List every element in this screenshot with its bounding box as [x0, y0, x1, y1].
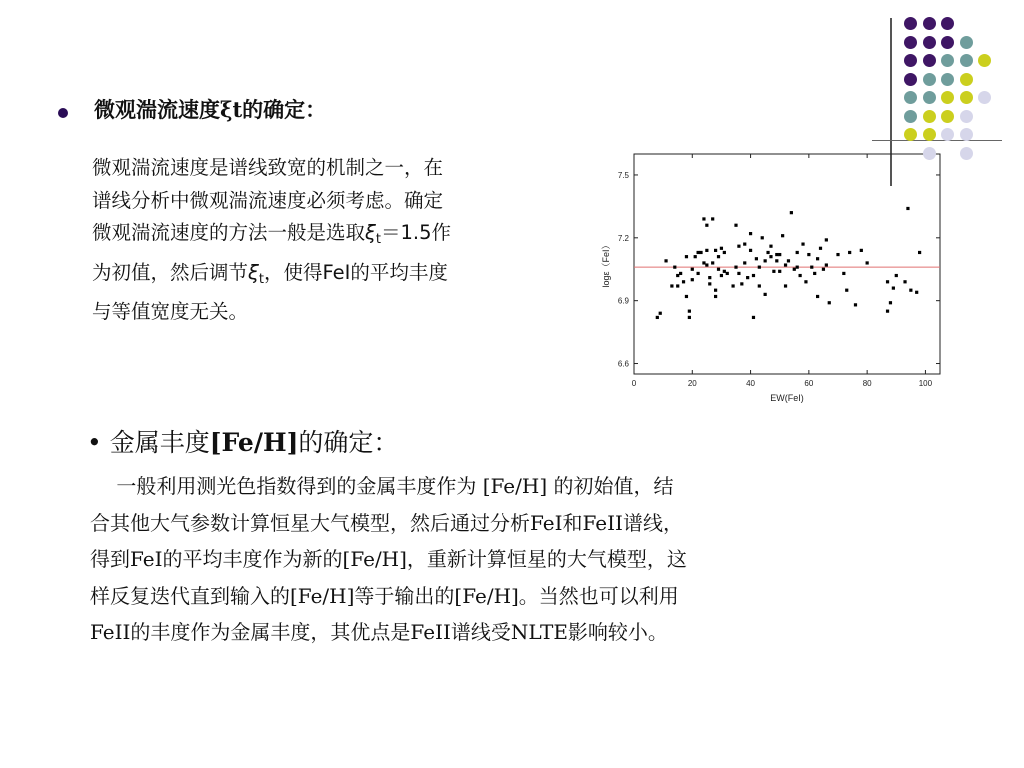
- data-point: [714, 295, 717, 298]
- decor-dot: [904, 91, 917, 104]
- data-point: [670, 284, 673, 287]
- data-point: [717, 255, 720, 258]
- xi-subscript: t: [375, 232, 381, 247]
- data-point: [749, 249, 752, 252]
- data-point: [752, 316, 755, 319]
- data-point: [743, 242, 746, 245]
- decor-dot: [904, 36, 917, 49]
- line3-post: ＝1.5作: [381, 221, 452, 244]
- data-point: [749, 232, 752, 235]
- data-point: [845, 289, 848, 292]
- data-point: [714, 289, 717, 292]
- data-point: [708, 282, 711, 285]
- xi-symbol: ξ: [248, 260, 259, 284]
- y-axis-label: logε（FeI）: [601, 240, 611, 288]
- data-point: [720, 274, 723, 277]
- data-point: [906, 207, 909, 210]
- data-point: [903, 280, 906, 283]
- decor-dot: [904, 54, 917, 67]
- data-point: [793, 268, 796, 271]
- decor-dot: [904, 110, 917, 123]
- decor-dot: [960, 147, 973, 160]
- data-point: [723, 270, 726, 273]
- data-point: [790, 211, 793, 214]
- section1-line: 与等值宽度无关。: [92, 300, 249, 323]
- data-point: [699, 251, 702, 254]
- decor-dot: [978, 91, 991, 104]
- data-point: [758, 266, 761, 269]
- data-point: [734, 266, 737, 269]
- data-point: [734, 224, 737, 227]
- x-tick-label: 80: [862, 379, 872, 388]
- data-point: [796, 266, 799, 269]
- section2-heading-a: 金属丰度: [109, 428, 210, 457]
- data-point: [717, 268, 720, 271]
- data-point: [711, 261, 714, 264]
- decor-dot: [923, 54, 936, 67]
- decor-dot: [941, 17, 954, 30]
- data-point: [720, 247, 723, 250]
- decor-dot: [941, 73, 954, 86]
- section1-line: 谱线分析中微观湍流速度必须考虑。确定: [92, 188, 444, 212]
- section2-line: 样反复迭代直到输入的[Fe/H]等于输出的[Fe/H]。当然也可以利用: [90, 583, 679, 608]
- xi-symbol: ξ: [365, 221, 376, 244]
- decor-dot: [923, 128, 936, 141]
- data-point: [813, 272, 816, 275]
- data-point: [889, 301, 892, 304]
- data-point: [697, 251, 700, 254]
- section1-heading-pre: 微观湍流速度: [94, 97, 220, 122]
- decor-dot: [941, 54, 954, 67]
- decor-dot: [923, 110, 936, 123]
- section2-heading-b: [Fe/H]: [209, 428, 299, 457]
- decor-dot: [904, 17, 917, 30]
- data-point: [691, 268, 694, 271]
- data-point: [711, 217, 714, 220]
- data-point: [705, 224, 708, 227]
- data-point: [656, 316, 659, 319]
- decor-dot: [923, 36, 936, 49]
- data-point: [804, 280, 807, 283]
- decor-dot: [904, 73, 917, 86]
- data-point: [766, 251, 769, 254]
- data-point: [758, 284, 761, 287]
- data-point: [810, 266, 813, 269]
- section1-heading-post: 的确定：: [242, 97, 327, 122]
- data-point: [740, 282, 743, 285]
- section1-line: [92, 217, 584, 257]
- data-point: [685, 295, 688, 298]
- data-point: [836, 253, 839, 256]
- data-point: [895, 274, 898, 277]
- data-point: [866, 261, 869, 264]
- abundance-scatter-chart: [596, 148, 946, 408]
- section2-bullet: •: [87, 428, 102, 457]
- decor-dot: [941, 36, 954, 49]
- x-tick-label: 0: [631, 379, 637, 388]
- data-point: [764, 259, 767, 262]
- decor-dot: [941, 91, 954, 104]
- data-point: [664, 259, 667, 262]
- data-point: [752, 274, 755, 277]
- data-point: [697, 272, 700, 275]
- data-point: [784, 284, 787, 287]
- data-point: [764, 293, 767, 296]
- decor-dot: [960, 91, 973, 104]
- data-point: [755, 257, 758, 260]
- decor-dot: [941, 128, 954, 141]
- data-point: [691, 278, 694, 281]
- data-point: [784, 263, 787, 266]
- data-point: [731, 284, 734, 287]
- data-point: [816, 257, 819, 260]
- data-point: [676, 284, 679, 287]
- data-point: [781, 234, 784, 237]
- data-point: [801, 242, 804, 245]
- data-point: [737, 272, 740, 275]
- data-point: [746, 276, 749, 279]
- section2-heading-c: 的确定：: [298, 428, 399, 457]
- decor-dot: [923, 147, 936, 160]
- decor-dot: [941, 110, 954, 123]
- data-point: [723, 251, 726, 254]
- data-point: [714, 249, 717, 252]
- data-point: [761, 236, 764, 239]
- decor-dot: [923, 73, 936, 86]
- data-point: [796, 251, 799, 254]
- decor-dot: [923, 91, 936, 104]
- data-point: [915, 291, 918, 294]
- data-point: [685, 255, 688, 258]
- data-point: [688, 310, 691, 313]
- bullet-marker: [58, 108, 68, 118]
- section1-line: 微观湍流速度是谱线致宽的机制之一，在: [92, 156, 444, 179]
- line4-pre: 为初值，然后调节: [92, 260, 249, 284]
- xi-subscript: t: [258, 271, 264, 287]
- data-point: [886, 310, 889, 313]
- decor-dot: [923, 17, 936, 30]
- data-point: [828, 301, 831, 304]
- x-tick-label: 60: [804, 379, 814, 388]
- x-tick-label: 40: [746, 379, 756, 388]
- data-point: [848, 251, 851, 254]
- x-tick-label: 20: [687, 379, 697, 388]
- data-point: [892, 286, 895, 289]
- data-point: [705, 249, 708, 252]
- data-point: [854, 303, 857, 306]
- decor-dot: [960, 128, 973, 141]
- data-point: [909, 289, 912, 292]
- x-axis-label: EW(FeI): [770, 393, 804, 403]
- section1-heading: [94, 94, 326, 124]
- decor-dot: [960, 110, 973, 123]
- y-tick-label: 7.2: [617, 233, 629, 243]
- y-tick-label: 6.9: [617, 296, 629, 306]
- data-point: [825, 238, 828, 241]
- decor-dot: [960, 73, 973, 86]
- line4-post: ，使得FeI的平均丰度: [264, 260, 448, 284]
- data-point: [799, 274, 802, 277]
- data-point: [682, 280, 685, 283]
- data-point: [769, 255, 772, 258]
- section2-line: 合其他大气参数计算恒星大气模型，然后通过分析FeI和FeII谱线，: [90, 510, 683, 535]
- decor-dot: [960, 54, 973, 67]
- data-point: [673, 266, 676, 269]
- data-point: [769, 245, 772, 248]
- data-point: [778, 253, 781, 256]
- decor-dot: [960, 36, 973, 49]
- decor-dot: [904, 128, 917, 141]
- x-tick-label: 100: [918, 379, 933, 388]
- data-point: [860, 249, 863, 252]
- section2-line: FeII的丰度作为金属丰度，其优点是FeII谱线受NLTE影响较小。: [90, 620, 668, 644]
- data-point: [886, 280, 889, 283]
- data-point: [702, 261, 705, 264]
- data-point: [676, 274, 679, 277]
- data-point: [743, 261, 746, 264]
- data-point: [726, 272, 729, 275]
- y-tick-label: 7.5: [617, 170, 629, 180]
- section2-heading: [87, 423, 398, 459]
- data-point: [842, 272, 845, 275]
- decor-dot: [978, 54, 991, 67]
- data-point: [705, 263, 708, 266]
- data-point: [679, 272, 682, 275]
- section1-paragraph: [92, 152, 584, 329]
- section2-line: 得到FeI的平均丰度作为新的[Fe/H]，重新计算恒星的大气模型，这: [90, 547, 687, 571]
- data-point: [694, 255, 697, 258]
- data-point: [775, 253, 778, 256]
- data-point: [816, 295, 819, 298]
- data-point: [688, 316, 691, 319]
- decorative-horizontal-line: [872, 140, 1002, 141]
- section2-paragraph: [90, 468, 950, 651]
- data-point: [787, 259, 790, 262]
- data-point: [775, 259, 778, 262]
- data-point: [702, 217, 705, 220]
- line3-pre: 微观湍流速度的方法一般是选取: [92, 221, 366, 244]
- section1-line: [92, 257, 584, 297]
- data-point: [819, 247, 822, 250]
- data-point: [737, 245, 740, 248]
- section1-heading-symbol: ξt: [220, 97, 243, 122]
- data-point: [778, 270, 781, 273]
- y-tick-label: 6.6: [617, 359, 629, 369]
- section2-line: 一般利用测光色指数得到的金属丰度作为 [Fe/H] 的初始值，结: [90, 474, 674, 498]
- data-point: [772, 270, 775, 273]
- data-point: [918, 251, 921, 254]
- data-point: [708, 276, 711, 279]
- data-point: [807, 253, 810, 256]
- data-point: [659, 312, 662, 315]
- data-point: [822, 268, 825, 271]
- data-point: [825, 263, 828, 266]
